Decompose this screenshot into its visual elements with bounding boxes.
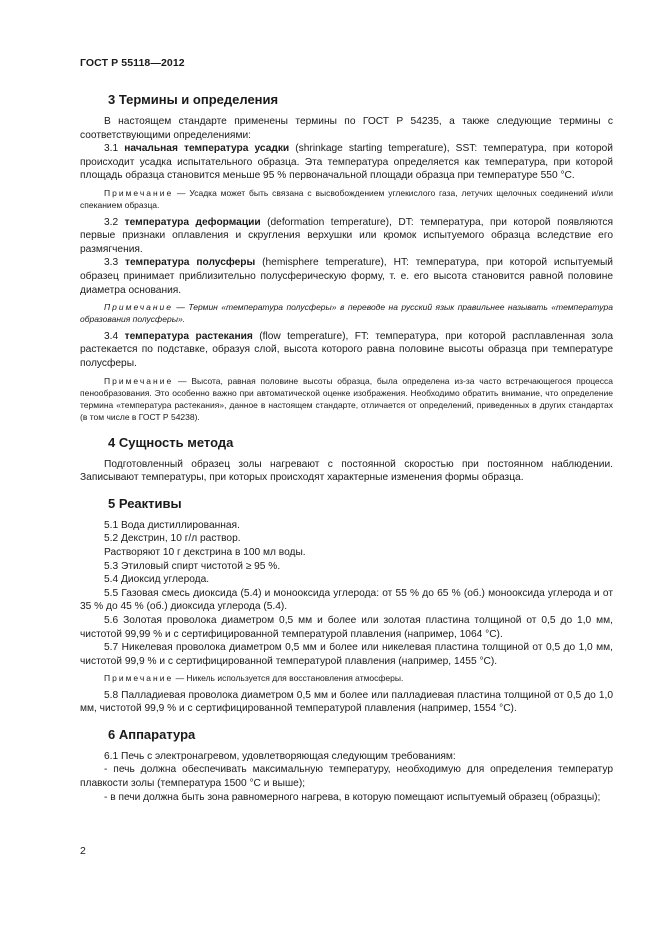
section-4-text: Подготовленный образец золы нагревают с постоянной скоростью при постоянном наблюдении. Записывают температуры, при которых происходят характерные изменения формы образца.	[80, 458, 613, 484]
item-5-7: 5.7 Никелевая проволока диаметром 0,5 мм и более или никелевая пластина толщиной от 0,5 до 1,0 мм, чистотой 99,9 % и с сертифицированной температурой плавления (например, 1455 °C).	[80, 642, 613, 667]
note-label: Примечание	[104, 302, 173, 313]
note-label: Примечание	[104, 673, 174, 684]
term-3-4: 3.4 температура растекания (flow temperature), FT: температура, при которой расплавленная зола растекается по подставке, образуя слой, высота которого равна половине высоты образца при температуре полусферы.	[80, 330, 614, 369]
item-6-1-bullet-2: - в печи должна быть зона равномерного нагрева, в которую помещают испытуемый образец (образцы);	[104, 791, 601, 803]
note-5-7: Примечание — Никель используется для восстановления атмосферы.	[104, 673, 404, 684]
item-6-1-bullet-1: - печь должна обеспечивать максимальную температуру, необходимую для определения температур плавкости золы (температура 1500 °C и выше);	[80, 764, 613, 790]
item-5-2: 5.2 Декстрин, 10 г/л раствор.	[104, 533, 241, 545]
note-3-3: Примечание — Термин «температура полусферы» в переводе на русский язык правильнее называть «температура образования полусферы».	[80, 302, 613, 325]
item-5-6: 5.6 Золотая проволока диаметром 0,5 мм и более или золотая пластина толщиной от 0,5 до 1,0 мм, чистотой 99,99 % и с сертифицированной температурой плавления (например, 1064 °C).	[80, 615, 613, 640]
term-3-2: 3.2 температура деформации (deformation temperature), DT: температура, при которой появляются первые признаки оплавления и скругления верхушки или кромок испытуемого образца вследствие его размягчения.	[80, 216, 613, 255]
term-3-4-name: температура растекания	[124, 330, 253, 342]
note-label: Примечание	[104, 187, 174, 198]
note-label: Примечание	[104, 375, 174, 386]
item-5-2-detail: Растворяют 10 г декстрина в 100 мл воды.	[104, 547, 306, 559]
item-5-5: 5.5 Газовая смесь диоксида (5.4) и монооксида углерода: от 55 % до 65 % (об.) монооксида углерода и от 35 % до 45 % (об.) диоксида углерода (5.4).	[80, 587, 613, 613]
section-4-heading: 4 Сущность метода	[108, 434, 234, 450]
section-3-intro: В настоящем стандарте применены термины по ГОСТ Р 54235, а также следующие термины с соответствующими определениями:	[80, 116, 613, 141]
item-6-1: 6.1 Печь с электронагревом, удовлетворяющая следующим требованиям:	[104, 750, 456, 762]
term-3-3: 3.3 температура полусферы (hemisphere temperature), HT: температура, при которой испытуемый образец принимает приблизительно полусферическую форму, т. е. его высота становится равной половине диаметра основания.	[80, 257, 613, 296]
section-3-heading: 3 Термины и определения	[108, 92, 279, 107]
item-5-8: 5.8 Палладиевая проволока диаметром 0,5 мм и более или палладиевая пластина толщиной от 0,5 до 1,0 мм, чистотой 99,9 % и с сертифицированной температурой плавления (например, 1554 °C).	[80, 689, 613, 715]
item-5-4: 5.4 Диоксид углерода.	[104, 574, 210, 586]
term-3-3-name: температура полусферы	[125, 257, 256, 269]
page-content	[80, 92, 613, 804]
note-3-4: Примечание — Высота, равная половине высоты образца, была определена из-за часто встречающегося процесса пенообразования. Это особенно важно при автоматической оценке изображения. Необходимо обратить внимание, что определение термина «температура растекания», данное в настоящем стандарте, отличается от определений, приведенных в других стандартах (в том числе в ГОСТ Р 54238).	[80, 375, 613, 423]
term-3-2-name: температура деформации	[124, 216, 261, 228]
page-number: 2	[80, 845, 86, 857]
term-3-1-name: начальная температура усадки	[124, 143, 290, 155]
document-code-header: ГОСТ Р 55118—2012	[80, 57, 185, 69]
item-5-1: 5.1 Вода дистиллированная.	[104, 519, 240, 531]
item-5-3: 5.3 Этиловый спирт чистотой ≥ 95 %.	[104, 560, 281, 572]
note-3-1: Примечание — Усадка может быть связана с высвобождением углекислого газа, летучих щелочных соединений и/или спеканием образца.	[80, 187, 613, 211]
section-5-heading: 5 Реактивы	[108, 495, 182, 511]
term-3-1: 3.1 начальная температура усадки (shrinkage starting temperature), SST: температура, при которой происходит усадка испытательного образца. Эта температура определяется как температура, при которой площадь образца становится меньше 95 % первоначальной площади образца при температуре 550 °C.	[80, 143, 613, 182]
section-6-heading: 6 Аппаратура	[108, 726, 196, 742]
